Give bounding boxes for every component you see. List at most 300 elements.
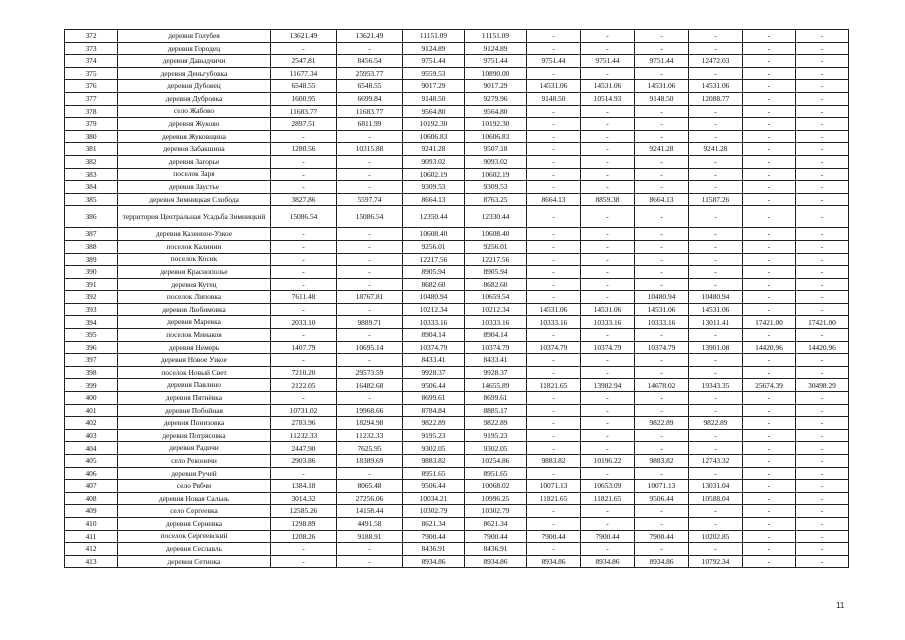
value-cell: - — [743, 329, 796, 342]
value-cell: - — [796, 55, 849, 68]
settlement-name-cell: деревня Пятнёвка — [118, 392, 271, 405]
value-cell: - — [635, 42, 689, 55]
value-cell: 1600.95 — [271, 92, 337, 105]
value-cell: - — [527, 417, 581, 430]
value-cell: - — [635, 543, 689, 556]
value-cell: - — [743, 404, 796, 417]
value-cell: 10192.30 — [403, 118, 465, 131]
table-row — [65, 379, 849, 392]
value-cell: 8904.14 — [403, 329, 465, 342]
value-cell: 9256.01 — [403, 240, 465, 253]
value-cell: - — [337, 130, 403, 143]
value-cell: - — [337, 228, 403, 241]
row-number-cell: 403 — [65, 429, 118, 442]
value-cell: 6811.99 — [337, 118, 403, 131]
value-cell: - — [796, 417, 849, 430]
value-cell: 16482.68 — [337, 379, 403, 392]
value-cell: - — [743, 80, 796, 93]
value-cell: - — [581, 67, 635, 80]
table-row — [65, 130, 849, 143]
value-cell: 10602.19 — [465, 168, 527, 181]
value-cell: 12217.56 — [465, 253, 527, 266]
value-cell: - — [689, 181, 743, 194]
value-cell: 14531.06 — [635, 80, 689, 93]
value-cell: - — [635, 467, 689, 480]
value-cell: - — [796, 505, 849, 518]
value-cell: - — [581, 291, 635, 304]
table-row — [65, 193, 849, 206]
value-cell: 11821.65 — [527, 492, 581, 505]
settlement-name-cell: деревня Понизовка — [118, 417, 271, 430]
value-cell: - — [581, 143, 635, 156]
value-cell: 9302.05 — [403, 442, 465, 455]
value-cell: 10071.13 — [635, 480, 689, 493]
value-cell: 10514.93 — [581, 92, 635, 105]
settlement-name-cell: деревня Побойная — [118, 404, 271, 417]
value-cell: - — [337, 278, 403, 291]
value-cell: 8934.86 — [403, 555, 465, 568]
value-cell: 8682.60 — [465, 278, 527, 291]
row-number-cell: 387 — [65, 228, 118, 241]
value-cell: 9309.53 — [403, 181, 465, 194]
row-number-cell: 378 — [65, 105, 118, 118]
value-cell: - — [527, 30, 581, 43]
settlement-name-cell: деревня Загорье — [118, 155, 271, 168]
value-cell: - — [635, 118, 689, 131]
value-cell: 14531.06 — [527, 303, 581, 316]
row-number-cell: 386 — [65, 206, 118, 228]
value-cell: 14158.44 — [337, 505, 403, 518]
value-cell: 14531.06 — [527, 80, 581, 93]
value-cell: 8885.17 — [465, 404, 527, 417]
value-cell: - — [527, 517, 581, 530]
row-number-cell: 406 — [65, 467, 118, 480]
value-cell: 11821.65 — [527, 379, 581, 392]
table-row — [65, 303, 849, 316]
value-cell: - — [527, 291, 581, 304]
value-cell: - — [527, 366, 581, 379]
value-cell: 14420.96 — [743, 341, 796, 354]
value-cell: - — [581, 517, 635, 530]
value-cell: 10608.40 — [403, 228, 465, 241]
value-cell: 12472.03 — [689, 55, 743, 68]
row-number-cell: 394 — [65, 316, 118, 329]
settlement-name-cell: село Сергеевка — [118, 505, 271, 518]
value-cell: - — [743, 130, 796, 143]
value-cell: - — [635, 404, 689, 417]
value-cell: - — [743, 206, 796, 228]
settlement-name-cell: село Реконичи — [118, 455, 271, 468]
value-cell: 9751.44 — [465, 55, 527, 68]
row-number-cell: 397 — [65, 354, 118, 367]
row-number-cell: 373 — [65, 42, 118, 55]
value-cell: - — [635, 266, 689, 279]
value-cell: - — [527, 354, 581, 367]
settlement-name-cell: деревня Жуковщина — [118, 130, 271, 143]
value-cell: 13011.41 — [689, 316, 743, 329]
value-cell: - — [527, 118, 581, 131]
value-cell: 4491.58 — [337, 517, 403, 530]
value-cell: - — [527, 155, 581, 168]
value-cell: 25953.77 — [337, 67, 403, 80]
value-cell: 10608.40 — [465, 228, 527, 241]
value-cell: - — [689, 168, 743, 181]
settlement-name-cell: деревня Ручей — [118, 467, 271, 480]
value-cell: - — [689, 505, 743, 518]
value-cell: - — [743, 480, 796, 493]
table-row — [65, 30, 849, 43]
settlement-name-cell: село Жабово — [118, 105, 271, 118]
table-row — [65, 392, 849, 405]
value-cell: - — [635, 517, 689, 530]
row-number-cell: 396 — [65, 341, 118, 354]
settlement-name-cell: деревня Зимницкая Слобода — [118, 193, 271, 206]
row-number-cell: 401 — [65, 404, 118, 417]
value-cell: - — [743, 429, 796, 442]
value-cell: 8456.54 — [337, 55, 403, 68]
value-cell: - — [337, 240, 403, 253]
value-cell: - — [796, 303, 849, 316]
value-cell: 9564.80 — [465, 105, 527, 118]
value-cell: 12585.26 — [271, 505, 337, 518]
value-cell: 1298.89 — [271, 517, 337, 530]
value-cell: - — [743, 467, 796, 480]
value-cell: - — [796, 206, 849, 228]
tariff-table — [64, 29, 849, 568]
settlement-name-cell: деревня Потрясовка — [118, 429, 271, 442]
value-cell: 10333.16 — [403, 316, 465, 329]
value-cell: - — [796, 354, 849, 367]
value-cell: 10196.22 — [581, 455, 635, 468]
table-row — [65, 278, 849, 291]
row-number-cell: 410 — [65, 517, 118, 530]
value-cell: - — [635, 67, 689, 80]
value-cell: - — [689, 329, 743, 342]
value-cell: 12350.44 — [403, 206, 465, 228]
value-cell: 10315.88 — [337, 143, 403, 156]
value-cell: - — [796, 366, 849, 379]
value-cell: - — [796, 429, 849, 442]
value-cell: 8934.86 — [635, 555, 689, 568]
value-cell: 10202.85 — [689, 530, 743, 543]
value-cell: - — [635, 30, 689, 43]
value-cell: - — [743, 366, 796, 379]
value-cell: - — [581, 354, 635, 367]
value-cell: 2447.90 — [271, 442, 337, 455]
value-cell: - — [271, 467, 337, 480]
row-number-cell: 382 — [65, 155, 118, 168]
value-cell: 18294.98 — [337, 417, 403, 430]
value-cell: 18767.81 — [337, 291, 403, 304]
table-row — [65, 366, 849, 379]
value-cell: 2783.96 — [271, 417, 337, 430]
value-cell: - — [796, 105, 849, 118]
table-row — [65, 266, 849, 279]
value-cell: 6548.55 — [271, 80, 337, 93]
value-cell: - — [689, 543, 743, 556]
value-cell: - — [796, 193, 849, 206]
value-cell: - — [581, 155, 635, 168]
value-cell: - — [796, 92, 849, 105]
settlement-name-cell: деревня Павлинo — [118, 379, 271, 392]
value-cell: 9148.50 — [403, 92, 465, 105]
value-cell: 13982.94 — [581, 379, 635, 392]
value-cell: - — [743, 555, 796, 568]
value-cell: - — [743, 266, 796, 279]
value-cell: - — [527, 404, 581, 417]
settlement-name-cell: деревня Дубовец — [118, 80, 271, 93]
value-cell: 6699.84 — [337, 92, 403, 105]
settlement-name-cell: деревня Кутец — [118, 278, 271, 291]
value-cell: 14531.06 — [689, 303, 743, 316]
value-cell: - — [796, 291, 849, 304]
value-cell: - — [743, 278, 796, 291]
value-cell: - — [796, 517, 849, 530]
value-cell: - — [796, 467, 849, 480]
value-cell: - — [581, 240, 635, 253]
settlement-name-cell: деревня Маревка — [118, 316, 271, 329]
value-cell: 1208.26 — [271, 530, 337, 543]
value-cell: 17421.00 — [796, 316, 849, 329]
value-cell: - — [271, 155, 337, 168]
value-cell: 9256.01 — [465, 240, 527, 253]
value-cell: - — [271, 543, 337, 556]
value-cell: 10068.02 — [465, 480, 527, 493]
value-cell: 9883.82 — [527, 455, 581, 468]
value-cell: - — [527, 42, 581, 55]
value-cell: - — [796, 404, 849, 417]
settlement-name-cell: поселок Новый Свет — [118, 366, 271, 379]
value-cell: - — [743, 42, 796, 55]
row-number-cell: 375 — [65, 67, 118, 80]
value-cell: - — [271, 392, 337, 405]
value-cell: - — [581, 543, 635, 556]
value-cell: - — [581, 417, 635, 430]
row-number-cell: 391 — [65, 278, 118, 291]
settlement-name-cell: поселок Сергеевский — [118, 530, 271, 543]
value-cell: - — [271, 278, 337, 291]
value-cell: 10302.79 — [465, 505, 527, 518]
value-cell: 9017.29 — [403, 80, 465, 93]
value-cell: - — [689, 467, 743, 480]
value-cell: - — [581, 278, 635, 291]
table-row — [65, 417, 849, 430]
value-cell: 9751.44 — [635, 55, 689, 68]
value-cell: 14531.06 — [635, 303, 689, 316]
value-cell: 9822.89 — [635, 417, 689, 430]
value-cell: - — [635, 105, 689, 118]
table-row — [65, 206, 849, 228]
value-cell: 8784.84 — [403, 404, 465, 417]
settlement-name-cell: деревня Радичи — [118, 442, 271, 455]
row-number-cell: 372 — [65, 30, 118, 43]
settlement-name-cell: деревня Деньгубовка — [118, 67, 271, 80]
row-number-cell: 385 — [65, 193, 118, 206]
value-cell: 10254.86 — [465, 455, 527, 468]
value-cell: - — [581, 130, 635, 143]
value-cell: - — [743, 354, 796, 367]
value-cell: - — [796, 392, 849, 405]
value-cell: - — [689, 278, 743, 291]
value-cell: - — [581, 266, 635, 279]
table-row — [65, 505, 849, 518]
value-cell: - — [689, 442, 743, 455]
table-row — [65, 181, 849, 194]
value-cell: - — [527, 467, 581, 480]
value-cell: - — [337, 543, 403, 556]
value-cell: 10034.21 — [403, 492, 465, 505]
value-cell: - — [337, 329, 403, 342]
table-row — [65, 155, 849, 168]
value-cell: - — [743, 291, 796, 304]
value-cell: 10653.09 — [581, 480, 635, 493]
value-cell: 15086.54 — [271, 206, 337, 228]
value-cell: 10480.94 — [635, 291, 689, 304]
value-cell: 12743.32 — [689, 455, 743, 468]
value-cell: - — [796, 480, 849, 493]
table-row — [65, 530, 849, 543]
row-number-cell: 380 — [65, 130, 118, 143]
value-cell: 10996.25 — [465, 492, 527, 505]
value-cell: 9017.29 — [465, 80, 527, 93]
value-cell: - — [271, 354, 337, 367]
value-cell: 12330.44 — [465, 206, 527, 228]
value-cell: - — [581, 442, 635, 455]
value-cell: - — [743, 143, 796, 156]
value-cell: 9506.44 — [635, 492, 689, 505]
value-cell: 9559.53 — [403, 67, 465, 80]
value-cell: - — [796, 42, 849, 55]
value-cell: - — [743, 253, 796, 266]
value-cell: 3014.32 — [271, 492, 337, 505]
value-cell: - — [743, 92, 796, 105]
value-cell: - — [337, 354, 403, 367]
value-cell: 30498.29 — [796, 379, 849, 392]
value-cell: - — [581, 118, 635, 131]
value-cell: - — [271, 240, 337, 253]
value-cell: 10212.34 — [465, 303, 527, 316]
value-cell: - — [581, 206, 635, 228]
page-number: 11 — [836, 601, 845, 610]
value-cell: 9889.71 — [337, 316, 403, 329]
settlement-name-cell: деревня Краснополье — [118, 266, 271, 279]
value-cell: 14420.96 — [796, 341, 849, 354]
value-cell: 8664.13 — [527, 193, 581, 206]
row-number-cell: 404 — [65, 442, 118, 455]
value-cell: 15086.54 — [337, 206, 403, 228]
value-cell: 9309.53 — [465, 181, 527, 194]
row-number-cell: 400 — [65, 392, 118, 405]
value-cell: 10333.16 — [527, 316, 581, 329]
value-cell: 1407.79 — [271, 341, 337, 354]
value-cell: 8934.86 — [527, 555, 581, 568]
value-cell: - — [527, 228, 581, 241]
table-row — [65, 143, 849, 156]
value-cell: 2033.10 — [271, 316, 337, 329]
value-cell: 8905.94 — [403, 266, 465, 279]
value-cell: 10606.83 — [465, 130, 527, 143]
value-cell: - — [689, 206, 743, 228]
settlement-name-cell: поселок Заря — [118, 168, 271, 181]
value-cell: - — [743, 530, 796, 543]
value-cell: 9241.28 — [403, 143, 465, 156]
value-cell: - — [271, 228, 337, 241]
row-number-cell: 407 — [65, 480, 118, 493]
value-cell: - — [271, 329, 337, 342]
table-row — [65, 80, 849, 93]
value-cell: 9751.44 — [527, 55, 581, 68]
value-cell: 11677.34 — [271, 67, 337, 80]
value-cell: 25674.39 — [743, 379, 796, 392]
value-cell: 8621.34 — [403, 517, 465, 530]
value-cell: - — [689, 130, 743, 143]
value-cell: - — [635, 278, 689, 291]
settlement-name-cell: деревня Немерь — [118, 341, 271, 354]
value-cell: - — [743, 67, 796, 80]
value-cell: - — [743, 392, 796, 405]
value-cell: 9822.89 — [689, 417, 743, 430]
table-row — [65, 92, 849, 105]
value-cell: 8664.13 — [403, 193, 465, 206]
settlement-name-cell: деревня Любимовка — [118, 303, 271, 316]
value-cell: 18389.69 — [337, 455, 403, 468]
row-number-cell: 395 — [65, 329, 118, 342]
value-cell: 9195.23 — [465, 429, 527, 442]
value-cell: 7900.44 — [527, 530, 581, 543]
row-number-cell: 413 — [65, 555, 118, 568]
value-cell: 8436.91 — [465, 543, 527, 556]
value-cell: 14531.06 — [581, 303, 635, 316]
value-cell: - — [743, 492, 796, 505]
table-row — [65, 354, 849, 367]
value-cell: 10192.30 — [465, 118, 527, 131]
value-cell: - — [527, 505, 581, 518]
table-row — [65, 517, 849, 530]
value-cell: - — [796, 143, 849, 156]
value-cell: 2897.51 — [271, 118, 337, 131]
value-cell: 10588.04 — [689, 492, 743, 505]
value-cell: - — [689, 42, 743, 55]
value-cell: - — [796, 67, 849, 80]
value-cell: 11232.33 — [271, 429, 337, 442]
value-cell: - — [796, 530, 849, 543]
value-cell: - — [743, 30, 796, 43]
table-row — [65, 543, 849, 556]
table-row — [65, 316, 849, 329]
value-cell: - — [271, 253, 337, 266]
value-cell: 10333.16 — [581, 316, 635, 329]
table-row — [65, 555, 849, 568]
value-cell: - — [743, 455, 796, 468]
value-cell: 9928.37 — [465, 366, 527, 379]
value-cell: - — [743, 105, 796, 118]
value-cell: - — [581, 253, 635, 266]
value-cell: 8859.38 — [581, 193, 635, 206]
row-number-cell: 377 — [65, 92, 118, 105]
value-cell: 19343.35 — [689, 379, 743, 392]
value-cell: - — [527, 392, 581, 405]
value-cell: 8699.61 — [403, 392, 465, 405]
value-cell: 10480.94 — [689, 291, 743, 304]
value-cell: 8433.41 — [403, 354, 465, 367]
value-cell: - — [796, 30, 849, 43]
value-cell: - — [796, 492, 849, 505]
value-cell: - — [581, 392, 635, 405]
value-cell: - — [271, 181, 337, 194]
value-cell: 10071.13 — [527, 480, 581, 493]
value-cell: 9506.44 — [403, 480, 465, 493]
value-cell: - — [337, 303, 403, 316]
